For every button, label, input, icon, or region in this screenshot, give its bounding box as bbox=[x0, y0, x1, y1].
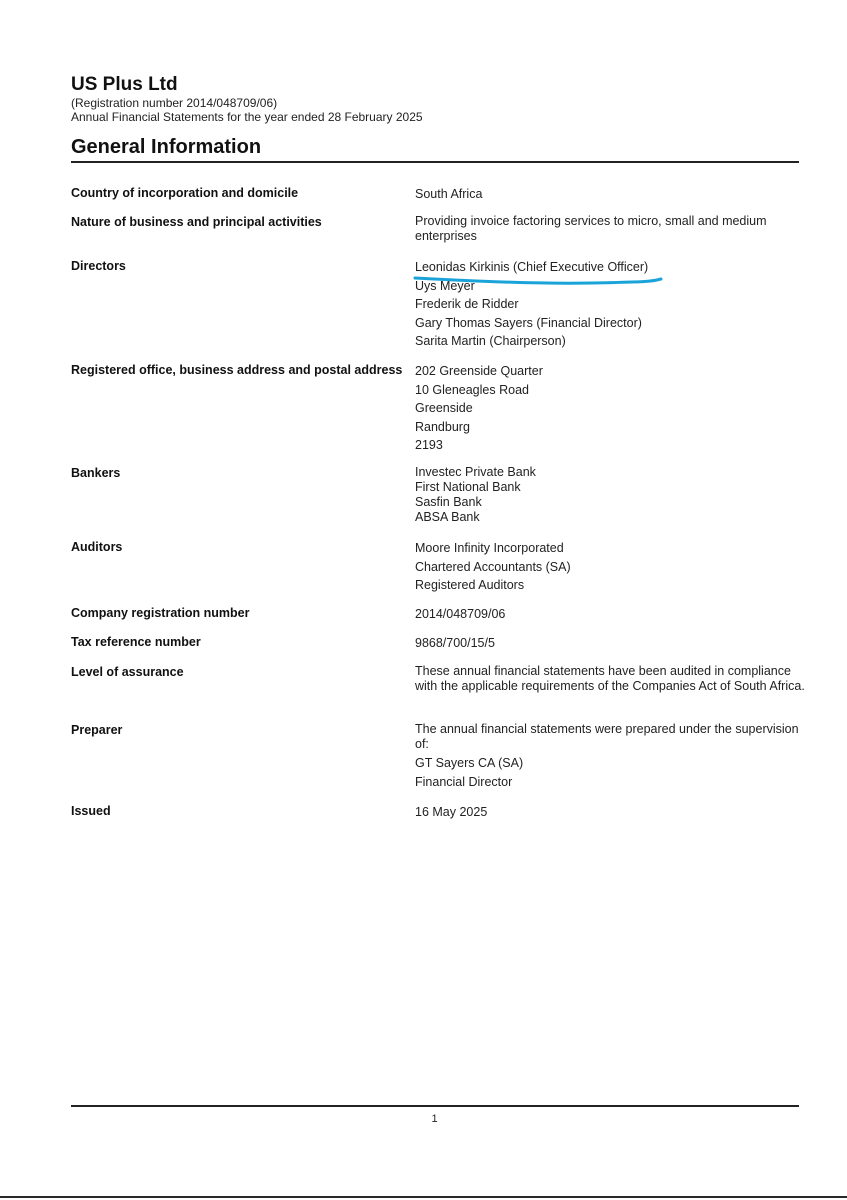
row-label: Directors bbox=[71, 259, 126, 273]
row-label: Registered office, business address and postal address bbox=[71, 363, 403, 377]
value-line: 10 Gleneagles Road bbox=[415, 382, 529, 397]
row-label: Company registration number bbox=[71, 606, 250, 620]
row-value bbox=[415, 214, 815, 244]
row-label: Country of incorporation and domicile bbox=[71, 186, 299, 200]
row-label: Preparer bbox=[71, 723, 123, 737]
value-line: Financial Director bbox=[415, 774, 513, 789]
row-value bbox=[415, 803, 815, 822]
row-label: Auditors bbox=[71, 540, 123, 554]
value-line: Gary Thomas Sayers (Financial Director) bbox=[415, 315, 642, 330]
page-number: 1 bbox=[431, 1113, 438, 1125]
value-paragraph: Providing invoice factoring services to micro, small and medium enterprises bbox=[415, 214, 767, 243]
statement-line: Annual Financial Statements for the year ended 28 February 2025 bbox=[71, 110, 423, 124]
value-line: 16 May 2025 bbox=[415, 805, 488, 819]
value-line: South Africa bbox=[415, 187, 483, 201]
row-label: Issued bbox=[71, 804, 111, 818]
value-line: Sarita Martin (Chairperson) bbox=[415, 334, 566, 349]
registration-line: (Registration number 2014/048709/06) bbox=[71, 96, 278, 110]
footer-divider bbox=[71, 1105, 799, 1107]
row-value bbox=[415, 362, 815, 455]
row-label: Bankers bbox=[71, 466, 121, 480]
value-line: 9868/700/15/5 bbox=[415, 636, 495, 650]
value-line: GT Sayers CA (SA) bbox=[415, 756, 524, 770]
row-value bbox=[415, 539, 815, 595]
value-paragraph: The annual financial statements were prepared under the supervision of: bbox=[415, 722, 799, 751]
value-line: Sasfin Bank bbox=[415, 495, 482, 509]
value-line: 2014/048709/06 bbox=[415, 607, 506, 621]
value-line: Randburg bbox=[415, 419, 470, 434]
row-value bbox=[415, 664, 815, 694]
row-value bbox=[415, 634, 815, 653]
value-line: Moore Infinity Incorporated bbox=[415, 541, 564, 555]
row-value bbox=[415, 258, 815, 351]
value-line: Chartered Accountants (SA) bbox=[415, 559, 571, 574]
row-label: Nature of business and principal activities bbox=[71, 215, 322, 229]
value-line: Investec Private Bank bbox=[415, 465, 536, 479]
value-line: Greenside bbox=[415, 401, 473, 416]
company-name: US Plus Ltd bbox=[71, 74, 178, 95]
value-paragraph: These annual financial statements have been audited in compliance with the applicable requirements of the Companies Act of South Africa. bbox=[415, 664, 805, 693]
value-line: 2193 bbox=[415, 438, 443, 453]
row-value bbox=[415, 605, 815, 624]
value-line: Frederik de Ridder bbox=[415, 297, 519, 312]
value-line: Uys Meyer bbox=[415, 278, 475, 293]
value-line: First National Bank bbox=[415, 480, 521, 494]
row-label: Tax reference number bbox=[71, 635, 201, 649]
value-line: Registered Auditors bbox=[415, 578, 525, 593]
value-line: ABSA Bank bbox=[415, 510, 480, 524]
row-value bbox=[415, 185, 815, 204]
value-line: 202 Greenside Quarter bbox=[415, 364, 543, 378]
section-title: General Information bbox=[71, 136, 262, 158]
row-value bbox=[415, 722, 815, 791]
value-line: Leonidas Kirkinis (Chief Executive Officer) bbox=[415, 260, 649, 274]
document-header bbox=[71, 74, 423, 124]
row-label: Level of assurance bbox=[71, 665, 184, 679]
row-value bbox=[415, 465, 815, 525]
title-divider bbox=[71, 161, 799, 163]
